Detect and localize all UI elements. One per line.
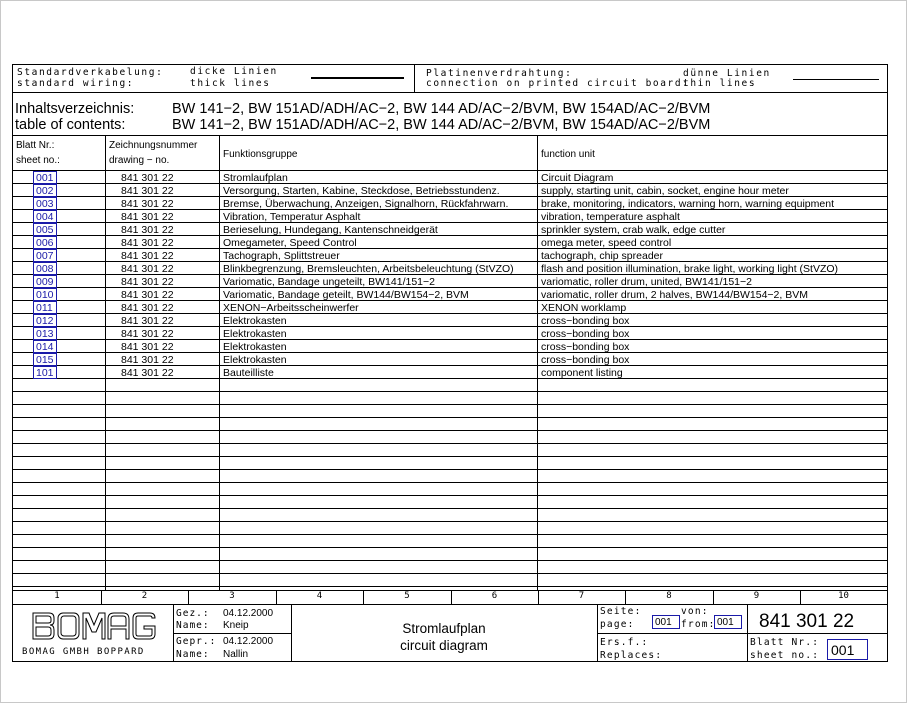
function-unit-cell: cross−bonding box (541, 315, 630, 327)
drawing-number-cell: 841 301 22 (121, 250, 174, 262)
sheet-number-link[interactable]: 013 (33, 327, 57, 340)
sheet-number-link[interactable]: 012 (33, 314, 57, 327)
function-group-cell: XENON−Arbeitsscheinwerfer (223, 302, 359, 314)
table-row-line (13, 430, 887, 431)
divider (597, 633, 887, 634)
pcb-wiring-label-de: Platinenverdrahtung: (426, 68, 573, 79)
diagram-title-de: Stromlaufplan (402, 621, 486, 636)
drawn-date: 04.12.2000 (223, 608, 274, 619)
column-number: 5 (404, 591, 410, 601)
sheet-number-link[interactable]: 007 (33, 249, 57, 262)
column-separator (363, 590, 364, 604)
sheet-number-link[interactable]: 009 (33, 275, 57, 288)
function-unit-cell: variomatic, roller drum, united, BW141/151−2 (541, 276, 752, 288)
table-row-line (13, 508, 887, 509)
drawing-number-cell: 841 301 22 (121, 367, 174, 379)
function-unit-cell: variomatic, roller drum, 2 halves, BW144/BW154−2, BVM (541, 289, 808, 301)
function-unit-cell: vibration, temperature asphalt (541, 211, 680, 223)
column-separator (625, 590, 626, 604)
drawn-label: Gez.: (176, 608, 210, 619)
column-number: 10 (838, 591, 849, 601)
column-separator (713, 590, 714, 604)
function-group-cell: Elektrokasten (223, 354, 287, 366)
table-row-line (13, 586, 887, 587)
header-sheet-en: sheet no.: (16, 155, 60, 166)
thick-lines-label-de: dicke Linien (190, 66, 278, 77)
thin-lines-label-en: thin lines (683, 78, 757, 89)
toc-label-en: table of contents: (15, 117, 126, 133)
table-row-line (13, 482, 887, 483)
table-row-line (13, 469, 887, 470)
drawing-number-cell: 841 301 22 (121, 185, 174, 197)
thin-lines-label-de: dünne Linien (683, 68, 771, 79)
table-row-line (13, 391, 887, 392)
header-function-group: Funktionsgruppe (223, 149, 298, 160)
bomag-logo (31, 611, 157, 641)
sheet-number-link[interactable]: 101 (33, 366, 57, 379)
function-group-cell: Elektrokasten (223, 341, 287, 353)
drawing-number-cell: 841 301 22 (121, 211, 174, 223)
standard-wiring-label-en: standard wiring: (17, 78, 135, 89)
sheet-number-link[interactable]: 005 (33, 223, 57, 236)
function-unit-cell: cross−bonding box (541, 354, 630, 366)
divider (13, 170, 887, 171)
diagram-title-block (291, 620, 597, 654)
sheet-number-link[interactable]: 002 (33, 184, 57, 197)
function-unit-cell: XENON worklamp (541, 302, 627, 314)
table-row-line (13, 534, 887, 535)
function-group-cell: Variomatic, Bandage geteilt, BW144/BW154−2, BVM (223, 289, 469, 301)
toc-models-de: BW 141−2, BW 151AD/ADH/AC−2, BW 144 AD/AC−2/BVM, BW 154AD/AC−2/BVM (172, 101, 711, 117)
replaces-label-en: Replaces: (600, 650, 663, 661)
divider (13, 92, 887, 93)
from-value: 001 (717, 617, 734, 628)
drawing-number-cell: 841 301 22 (121, 224, 174, 236)
table-row-line (13, 573, 887, 574)
column-separator (800, 590, 801, 604)
table-row-line (13, 456, 887, 457)
sheet-number-link[interactable]: 011 (33, 301, 57, 314)
drawing-number-cell: 841 301 22 (121, 341, 174, 353)
page-value-box (652, 615, 680, 629)
table-row-line (13, 417, 887, 418)
function-group-cell: Elektrokasten (223, 328, 287, 340)
sheet-value-box (827, 639, 868, 660)
page-label-de: Seite: (600, 606, 642, 617)
drawing-number-cell: 841 301 22 (121, 328, 174, 340)
standard-wiring-label-de: Standardverkabelung: (17, 67, 164, 78)
from-label-en: from: (681, 619, 716, 630)
table-row-line (13, 443, 887, 444)
function-group-cell: Omegameter, Speed Control (223, 237, 357, 249)
table-row-line (13, 495, 887, 496)
checked-date: 04.12.2000 (223, 636, 274, 647)
column-number: 6 (491, 591, 498, 601)
checked-name: Nallin (223, 649, 249, 660)
header-sheet-de: Blatt Nr.: (16, 140, 55, 151)
column-number: 7 (578, 591, 585, 601)
drawing-number-cell: 841 301 22 (121, 263, 174, 275)
divider (414, 65, 415, 92)
drawn-name: Kneip (223, 620, 249, 631)
column-separator (538, 590, 539, 604)
function-unit-cell: sprinkler system, crab walk, edge cutter (541, 224, 726, 236)
function-group-cell: Bremse, Überwachung, Anzeigen, Signalhorn, Rückfahrwarn. (223, 198, 509, 210)
drawing-number: 841 301 22 (759, 611, 855, 632)
checked-label: Gepr.: (176, 636, 217, 647)
drawing-number-cell: 841 301 22 (121, 315, 174, 327)
column-separator (101, 590, 102, 604)
header-drawing-en: drawing − no. (109, 155, 170, 166)
function-unit-cell: component listing (541, 367, 623, 379)
page-label-en: page: (600, 619, 635, 630)
function-unit-cell: tachograph, chip spreader (541, 250, 663, 262)
column-separator (188, 590, 189, 604)
function-unit-cell: cross−bonding box (541, 328, 630, 340)
table-row-line (13, 560, 887, 561)
drawing-frame (12, 64, 888, 662)
sheet-number-link[interactable]: 006 (33, 236, 57, 249)
sheet-number-link[interactable]: 003 (33, 197, 57, 210)
function-group-cell: Berieselung, Hundegang, Kantenschneidgerät (223, 224, 438, 236)
function-unit-cell: supply, starting unit, cabin, socket, engine hour meter (541, 185, 789, 197)
sheet-number-link[interactable]: 004 (33, 210, 57, 223)
drawing-number-cell: 841 301 22 (121, 354, 174, 366)
checked-name-label: Name: (176, 649, 210, 660)
column-number: 2 (141, 591, 148, 601)
function-group-cell: Versorgung, Starten, Kabine, Steckdose, Betriebsstundenz. (223, 185, 500, 197)
toc-label-de: Inhaltsverzeichnis: (15, 101, 135, 117)
from-value-box (714, 615, 742, 629)
drawing-number-cell: 841 301 22 (121, 172, 174, 184)
thin-line-sample (793, 79, 879, 80)
function-group-cell: Variomatic, Bandage ungeteilt, BW141/151−2 (223, 276, 435, 288)
function-group-cell: Tachograph, Splittstreuer (223, 250, 340, 262)
column-number: 9 (753, 591, 760, 601)
thick-lines-label-en: thick lines (190, 78, 271, 89)
drawn-name-label: Name: (176, 620, 210, 631)
function-unit-cell: Circuit Diagram (541, 172, 614, 184)
column-separator (276, 590, 277, 604)
sheet-number-link[interactable]: 001 (33, 171, 57, 184)
column-separator (451, 590, 452, 604)
table-row-line (13, 404, 887, 405)
header-drawing-de: Zeichnungsnummer (109, 140, 198, 151)
divider (13, 604, 887, 605)
company-name: BOMAG GMBH BOPPARD (22, 647, 145, 657)
from-label-de: von: (681, 606, 709, 617)
divider (173, 633, 291, 634)
replaces-label-de: Ers.f.: (600, 637, 649, 648)
function-unit-cell: cross−bonding box (541, 341, 630, 353)
sheet-label-en: sheet no.: (750, 650, 820, 661)
sheet-label-de: Blatt Nr.: (750, 637, 820, 648)
sheet-number-link[interactable]: 010 (33, 288, 57, 301)
sheet-number-link[interactable]: 008 (33, 262, 57, 275)
function-group-cell: Stromlaufplan (223, 172, 288, 184)
drawing-number-cell: 841 301 22 (121, 302, 174, 314)
column-number: 4 (316, 591, 323, 601)
column-number: 1 (54, 591, 60, 601)
sheet-number-link[interactable]: 014 (33, 340, 57, 353)
sheet-number-link[interactable]: 015 (33, 353, 57, 366)
function-unit-cell: flash and position illumination, brake light, working light (StVZO) (541, 263, 839, 275)
function-unit-cell: brake, monitoring, indicators, warning horn, warning equipment (541, 198, 834, 210)
page-value: 001 (655, 617, 672, 628)
header-function-unit: function unit (541, 149, 595, 160)
function-group-cell: Vibration, Temperatur Asphalt (223, 211, 361, 223)
drawing-number-cell: 841 301 22 (121, 276, 174, 288)
drawing-number-cell: 841 301 22 (121, 237, 174, 249)
pcb-wiring-label-en: connection on printed circuit board: (426, 78, 690, 89)
column-number: 8 (666, 591, 672, 601)
column-number: 3 (229, 591, 235, 601)
thick-line-sample (311, 77, 404, 79)
function-group-cell: Blinkbegrenzung, Bremsleuchten, Arbeitsbeleuchtung (StVZO) (223, 263, 514, 275)
function-group-cell: Bauteilliste (223, 367, 274, 379)
drawing-number-cell: 841 301 22 (121, 198, 174, 210)
drawing-number-cell: 841 301 22 (121, 289, 174, 301)
table-row-line (13, 547, 887, 548)
function-unit-cell: omega meter, speed control (541, 237, 672, 249)
function-group-cell: Elektrokasten (223, 315, 287, 327)
divider (13, 135, 887, 136)
table-row-line (13, 521, 887, 522)
diagram-title-en: circuit diagram (400, 638, 488, 653)
toc-models-en: BW 141−2, BW 151AD/ADH/AC−2, BW 144 AD/AC−2/BVM, BW 154AD/AC−2/BVM (172, 117, 711, 133)
sheet-value: 001 (831, 642, 855, 658)
